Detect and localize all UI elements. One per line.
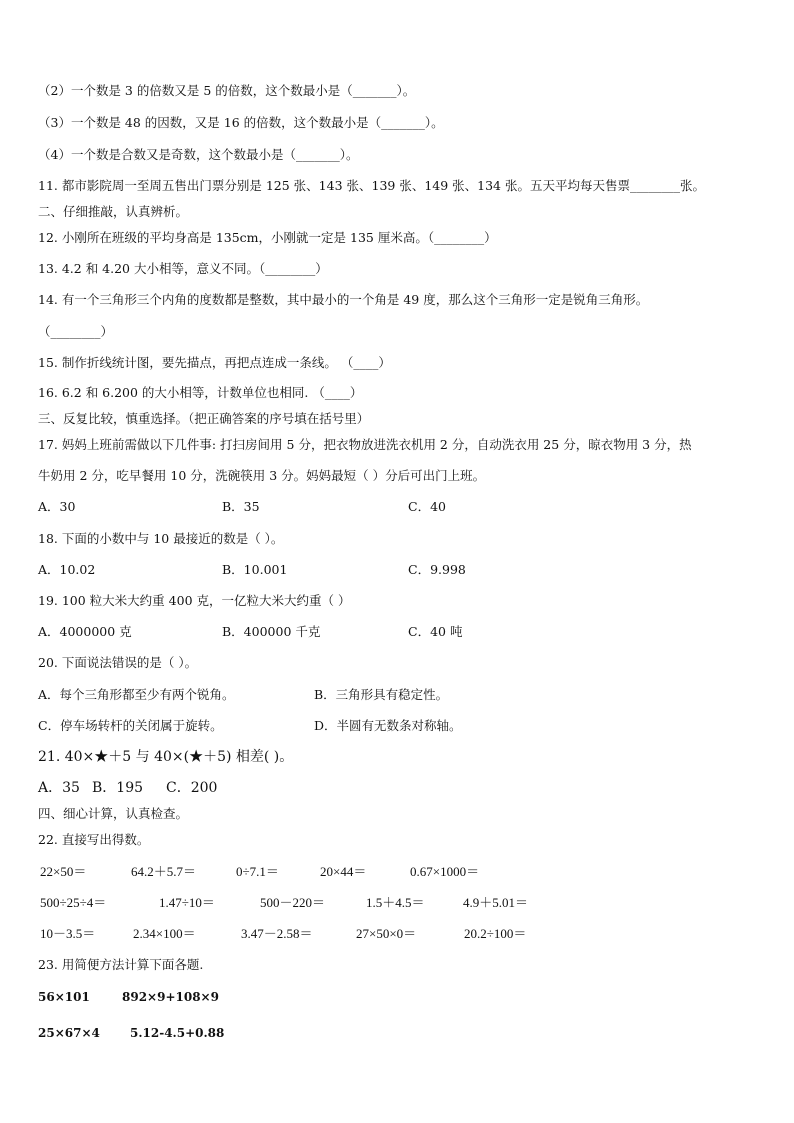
calc-item: 22×50＝ xyxy=(40,864,87,879)
question-10-4: （4）一个数是合数又是奇数，这个数最小是（_______）。 xyxy=(38,147,359,162)
simplify-item: 892×9+108×9 xyxy=(122,990,219,1004)
calc-item: 3.47－2.58＝ xyxy=(241,926,313,941)
calc-item: 0÷7.1＝ xyxy=(236,864,279,879)
calc-item: 27×50×0＝ xyxy=(356,926,417,941)
question-15: 15. 制作折线统计图，要先描点，再把点连成一条线。 （____） xyxy=(38,355,391,370)
option-b: B．10.001 xyxy=(222,562,288,577)
option-b: B．195 xyxy=(92,780,144,796)
option-a: A．每个三角形都至少有两个锐角。 xyxy=(38,687,235,702)
option-a: A．4000000 克 xyxy=(38,624,132,639)
option-b: B．400000 千克 xyxy=(222,624,321,639)
section-3-heading: 三、反复比较，慎重选择。（把正确答案的序号填在括号里） xyxy=(38,411,370,426)
option-c: C．200 xyxy=(166,780,218,796)
calc-item: 0.67×1000＝ xyxy=(410,864,480,879)
option-b: B．35 xyxy=(222,499,260,514)
simplify-item: 5.12-4.5+0.88 xyxy=(130,1026,225,1040)
option-d: D．半圆有无数条对称轴。 xyxy=(314,718,462,733)
calc-item: 500÷25÷4＝ xyxy=(40,895,107,910)
question-16: 16. 6.2 和 6.200 的大小相等，计数单位也相同. （____） xyxy=(38,385,363,400)
question-11: 11. 都市影院周一至周五售出门票分别是 125 张、143 张、139 张、149 张、134 张。五天平均每天售票________张。 xyxy=(38,178,705,193)
question-10-2: （2）一个数是 3 的倍数又是 5 的倍数，这个数最小是（_______）。 xyxy=(38,83,416,98)
question-18: 18. 下面的小数中与 10 最接近的数是（ ）。 xyxy=(38,531,284,546)
option-a: A．10.02 xyxy=(38,562,96,577)
question-17-cont: 牛奶用 2 分，吃早餐用 10 分，洗碗筷用 3 分。妈妈最短（ ）分后可出门上班。 xyxy=(38,468,486,483)
section-4-heading: 四、细心计算，认真检查。 xyxy=(38,806,189,821)
question-23: 23. 用简便方法计算下面各题. xyxy=(38,957,204,972)
option-c: C．停车场转杆的关闭属于旋转。 xyxy=(38,718,223,733)
section-2-heading: 二、仔细推敲，认真辨析。 xyxy=(38,204,189,219)
question-20: 20. 下面说法错误的是（ ）。 xyxy=(38,655,198,670)
question-19: 19. 100 粒大米大约重 400 克，一亿粒大米大约重（ ） xyxy=(38,593,351,608)
option-a: A．35 xyxy=(38,780,80,796)
option-c: C．40 xyxy=(408,499,446,514)
option-a: A．30 xyxy=(38,499,76,514)
calc-item: 2.34×100＝ xyxy=(133,926,196,941)
calc-item: 20.2÷100＝ xyxy=(464,926,527,941)
calc-item: 4.9＋5.01＝ xyxy=(463,895,529,910)
calc-item: 20×44＝ xyxy=(320,864,367,879)
question-21: 21. 40×★＋5 与 40×(★＋5) 相差( )。 xyxy=(38,749,294,765)
question-14-blank: （________） xyxy=(38,324,114,339)
option-c: C．9.998 xyxy=(408,562,466,577)
calc-item: 500－220＝ xyxy=(260,895,326,910)
calc-item: 1.5＋4.5＝ xyxy=(366,895,425,910)
simplify-item: 56×101 xyxy=(38,990,90,1004)
question-14: 14. 有一个三角形三个内角的度数都是整数，其中最小的一个角是 49 度，那么这个三角形一定是锐角三角形。 xyxy=(38,292,649,307)
calc-item: 10－3.5＝ xyxy=(40,926,96,941)
option-b: B．三角形具有稳定性。 xyxy=(314,687,449,702)
question-12: 12. 小刚所在班级的平均身高是 135cm，小刚就一定是 135 厘米高。（________） xyxy=(38,230,497,245)
calc-item: 1.47÷10＝ xyxy=(159,895,215,910)
question-10-3: （3）一个数是 48 的因数，又是 16 的倍数，这个数最小是（_______）。 xyxy=(38,115,444,130)
option-c: C．40 吨 xyxy=(408,624,463,639)
question-13: 13. 4.2 和 4.20 大小相等，意义不同。（________） xyxy=(38,261,328,276)
question-17: 17. 妈妈上班前需做以下几件事: 打扫房间用 5 分，把衣物放进洗衣机用 2 分，自动洗衣用 25 分，晾衣物用 3 分，热 xyxy=(38,437,692,452)
question-22: 22. 直接写出得数。 xyxy=(38,832,150,847)
simplify-item: 25×67×4 xyxy=(38,1026,100,1040)
calc-item: 64.2＋5.7＝ xyxy=(131,864,197,879)
